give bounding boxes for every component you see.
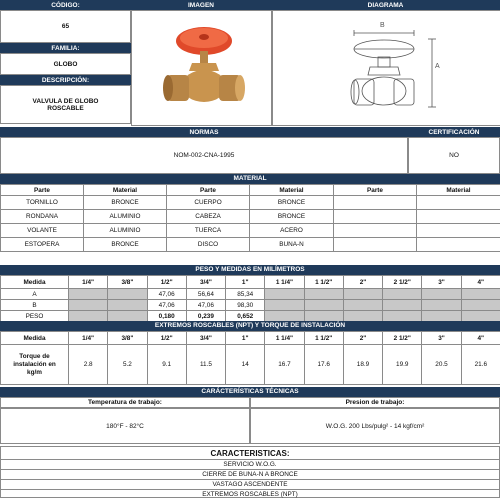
peso-cell xyxy=(265,311,304,322)
peso-cell xyxy=(108,289,147,300)
peso-row-b xyxy=(1,300,500,311)
caracteristica-item: VASTAGO ASCENDENTE xyxy=(1,479,499,489)
extremos-col-header: 2" xyxy=(343,332,382,345)
material-cell: RONDANA xyxy=(1,210,84,224)
peso-cell xyxy=(69,311,108,322)
torque-value: 9.1 xyxy=(147,345,186,385)
material-col-header: Material xyxy=(84,185,167,196)
material-col-header: Parte xyxy=(1,185,84,196)
material-row xyxy=(1,196,500,210)
torque-value: 17.6 xyxy=(304,345,343,385)
torque-value: 16.7 xyxy=(265,345,304,385)
peso-col-header: 2" xyxy=(343,276,382,289)
peso-header xyxy=(0,265,500,275)
material-header xyxy=(0,174,500,184)
tecnicas-header xyxy=(0,387,500,397)
torque-value: 14 xyxy=(226,345,265,385)
extremos-col-header: 3/4" xyxy=(186,332,225,345)
extremos-col-header: 4" xyxy=(461,332,500,345)
material-cell: ACERO xyxy=(250,224,334,238)
extremos-title: EXTREMOS ROSCABLES (NPT) Y TORQUE DE INSTALACIÓN xyxy=(155,322,345,329)
peso-cell xyxy=(69,300,108,311)
codigo-header xyxy=(0,0,131,10)
product-image xyxy=(131,10,273,126)
diagrama-header xyxy=(271,0,500,10)
temperatura-label-text: Temperatura de trabajo: xyxy=(88,399,162,406)
peso-row-weight xyxy=(1,311,500,322)
peso-cell xyxy=(422,300,461,311)
peso-cell xyxy=(304,289,343,300)
diagram-panel xyxy=(271,10,500,126)
peso-cell xyxy=(69,289,108,300)
familia-header xyxy=(0,43,131,53)
peso-cell: A xyxy=(1,289,69,300)
peso-col-header: 4" xyxy=(461,276,500,289)
certificacion-value-text: NO xyxy=(449,152,459,159)
material-cell: VOLANTE xyxy=(1,224,84,238)
torque-value: 5.2 xyxy=(108,345,147,385)
peso-cell xyxy=(265,289,304,300)
material-cell: BUNA-N xyxy=(250,238,334,252)
caracteristicas-title: CARACTERISTICAS: xyxy=(210,448,289,459)
material-cell xyxy=(334,210,417,224)
normas-value xyxy=(0,137,408,174)
peso-row-a xyxy=(1,289,500,300)
temperatura-value-text: 180°F - 82°C xyxy=(106,423,144,430)
extremos-col-header: Medida xyxy=(1,332,69,345)
material-table xyxy=(0,184,500,252)
tecnicas-title: CARÁCTERÍSTICAS TÉCNICAS xyxy=(201,388,298,395)
material-cell: DISCO xyxy=(167,238,250,252)
descripcion-header xyxy=(0,75,131,85)
peso-cell: 56,64 xyxy=(186,289,225,300)
codigo-value-text: 65 xyxy=(62,23,69,30)
material-cell xyxy=(334,224,417,238)
material-row xyxy=(1,210,500,224)
valve-diagram xyxy=(272,11,500,125)
codigo-value xyxy=(0,10,131,43)
peso-cell xyxy=(461,300,500,311)
peso-cell xyxy=(461,311,500,322)
caracteristica-item: CIERRE DE BUNA-N A BRONCE xyxy=(1,469,499,479)
peso-cell xyxy=(265,300,304,311)
material-cell: TORNILLO xyxy=(1,196,84,210)
peso-col-header: 1 1/2" xyxy=(304,276,343,289)
material-col-header: Parte xyxy=(167,185,250,196)
peso-col-header: 1" xyxy=(226,276,265,289)
material-cell: BRONCE xyxy=(84,238,167,252)
extremos-col-header: 1 1/4" xyxy=(265,332,304,345)
peso-cell xyxy=(304,311,343,322)
familia-label: FAMILIA: xyxy=(51,45,79,52)
peso-col-header: 3" xyxy=(422,276,461,289)
peso-cell xyxy=(383,300,422,311)
peso-cell xyxy=(422,289,461,300)
material-cell: BRONCE xyxy=(250,210,334,224)
torque-value: 20.5 xyxy=(422,345,461,385)
material-cell xyxy=(334,238,417,252)
peso-cell: 85,34 xyxy=(226,289,265,300)
peso-title: PESO Y MEDIDAS EN MILÍMETROS xyxy=(195,266,304,273)
peso-cell: 0,652 xyxy=(226,311,265,322)
codigo-label: CÓDIGO: xyxy=(51,2,80,9)
temperatura-value xyxy=(0,408,250,444)
material-cell xyxy=(417,224,500,238)
torque-value: 18.9 xyxy=(343,345,382,385)
imagen-label: IMAGEN xyxy=(188,2,214,9)
material-cell xyxy=(334,196,417,210)
torque-label-line: instalación en xyxy=(1,361,68,369)
peso-cell: 47,06 xyxy=(147,300,186,311)
material-col-header: Material xyxy=(417,185,500,196)
peso-cell xyxy=(304,300,343,311)
material-row xyxy=(1,238,500,252)
extremos-col-header: 1/2" xyxy=(147,332,186,345)
temperatura-label xyxy=(0,397,250,408)
peso-col-header: 1 1/4" xyxy=(265,276,304,289)
torque-row xyxy=(1,345,500,385)
familia-value xyxy=(0,53,131,75)
extremos-header-row xyxy=(1,332,500,345)
material-cell: TUERCA xyxy=(167,224,250,238)
peso-col-header: Medida xyxy=(1,276,69,289)
descripcion-line-1: VALVULA DE GLOBO xyxy=(33,98,99,105)
material-row xyxy=(1,224,500,238)
diagram-label-a: A xyxy=(435,63,440,70)
peso-cell: 47,06 xyxy=(147,289,186,300)
peso-cell: PESO xyxy=(1,311,69,322)
caracteristica-item: SERVICIO W.O.G. xyxy=(1,459,499,469)
material-cell: ALUMINIO xyxy=(84,210,167,224)
peso-cell xyxy=(383,289,422,300)
extremos-col-header: 3/8" xyxy=(108,332,147,345)
normas-value-text: NOM-002-CNA-1995 xyxy=(174,152,235,159)
torque-value: 19.9 xyxy=(383,345,422,385)
normas-label: NORMAS xyxy=(190,129,219,136)
torque-label xyxy=(1,345,69,385)
material-cell xyxy=(417,196,500,210)
descripcion-value xyxy=(0,85,131,124)
descripcion-label: DESCRIPCIÓN: xyxy=(42,77,89,84)
peso-col-header: 1/2" xyxy=(147,276,186,289)
material-header-row xyxy=(1,185,500,196)
torque-label-line: Torque de xyxy=(1,353,68,361)
torque-value: 11.5 xyxy=(186,345,225,385)
peso-cell xyxy=(108,300,147,311)
caracteristica-item: EXTREMOS ROSCABLES (NPT) xyxy=(1,489,499,499)
presion-value xyxy=(250,408,500,444)
peso-col-header: 2 1/2" xyxy=(383,276,422,289)
peso-cell: B xyxy=(1,300,69,311)
peso-col-header: 3/4" xyxy=(186,276,225,289)
peso-table xyxy=(0,275,500,322)
extremos-col-header: 2 1/2" xyxy=(383,332,422,345)
certificacion-label: CERTIFICACIÓN xyxy=(429,129,480,136)
globe-valve-photo xyxy=(132,11,272,125)
certificacion-value xyxy=(408,137,500,174)
torque-value: 2.8 xyxy=(69,345,108,385)
extremos-col-header: 3" xyxy=(422,332,461,345)
peso-cell xyxy=(108,311,147,322)
torque-label-line: kg/m xyxy=(1,369,68,377)
material-title: MATERIAL xyxy=(233,175,266,182)
material-col-header: Parte xyxy=(334,185,417,196)
imagen-header xyxy=(131,0,271,10)
diagram-label-b: B xyxy=(380,22,385,29)
descripcion-line-2: ROSCABLE xyxy=(47,105,83,112)
presion-value-text: W.O.G. 200 Lbs/pulg² - 14 kgf/cm² xyxy=(326,423,425,430)
peso-cell: 0,239 xyxy=(186,311,225,322)
peso-col-header: 1/4" xyxy=(69,276,108,289)
torque-value: 21.6 xyxy=(461,345,500,385)
material-cell: ESTOPERA xyxy=(1,238,84,252)
peso-header-row xyxy=(1,276,500,289)
familia-value-text: GLOBO xyxy=(54,61,78,68)
presion-label xyxy=(250,397,500,408)
material-cell: CABEZA xyxy=(167,210,250,224)
material-cell: BRONCE xyxy=(250,196,334,210)
peso-cell xyxy=(343,289,382,300)
extremos-header xyxy=(0,321,500,331)
material-cell: BRONCE xyxy=(84,196,167,210)
peso-cell xyxy=(383,311,422,322)
peso-col-header: 3/8" xyxy=(108,276,147,289)
extremos-col-header: 1 1/2" xyxy=(304,332,343,345)
material-cell xyxy=(417,210,500,224)
peso-cell xyxy=(343,300,382,311)
extremos-col-header: 1" xyxy=(226,332,265,345)
peso-cell: 98,30 xyxy=(226,300,265,311)
presion-label-text: Presion de trabajo: xyxy=(346,399,405,406)
peso-cell xyxy=(461,289,500,300)
peso-cell: 47,06 xyxy=(186,300,225,311)
caracteristicas-box xyxy=(0,446,500,498)
material-col-header: Material xyxy=(250,185,334,196)
certificacion-header xyxy=(408,127,500,137)
material-cell: CUERPO xyxy=(167,196,250,210)
peso-cell: 0,180 xyxy=(147,311,186,322)
diagrama-label: DIAGRAMA xyxy=(368,2,404,9)
extremos-col-header: 1/4" xyxy=(69,332,108,345)
peso-cell xyxy=(422,311,461,322)
material-cell: ALUMINIO xyxy=(84,224,167,238)
peso-cell xyxy=(343,311,382,322)
material-cell xyxy=(417,238,500,252)
extremos-table xyxy=(0,331,500,385)
normas-header xyxy=(0,127,408,137)
